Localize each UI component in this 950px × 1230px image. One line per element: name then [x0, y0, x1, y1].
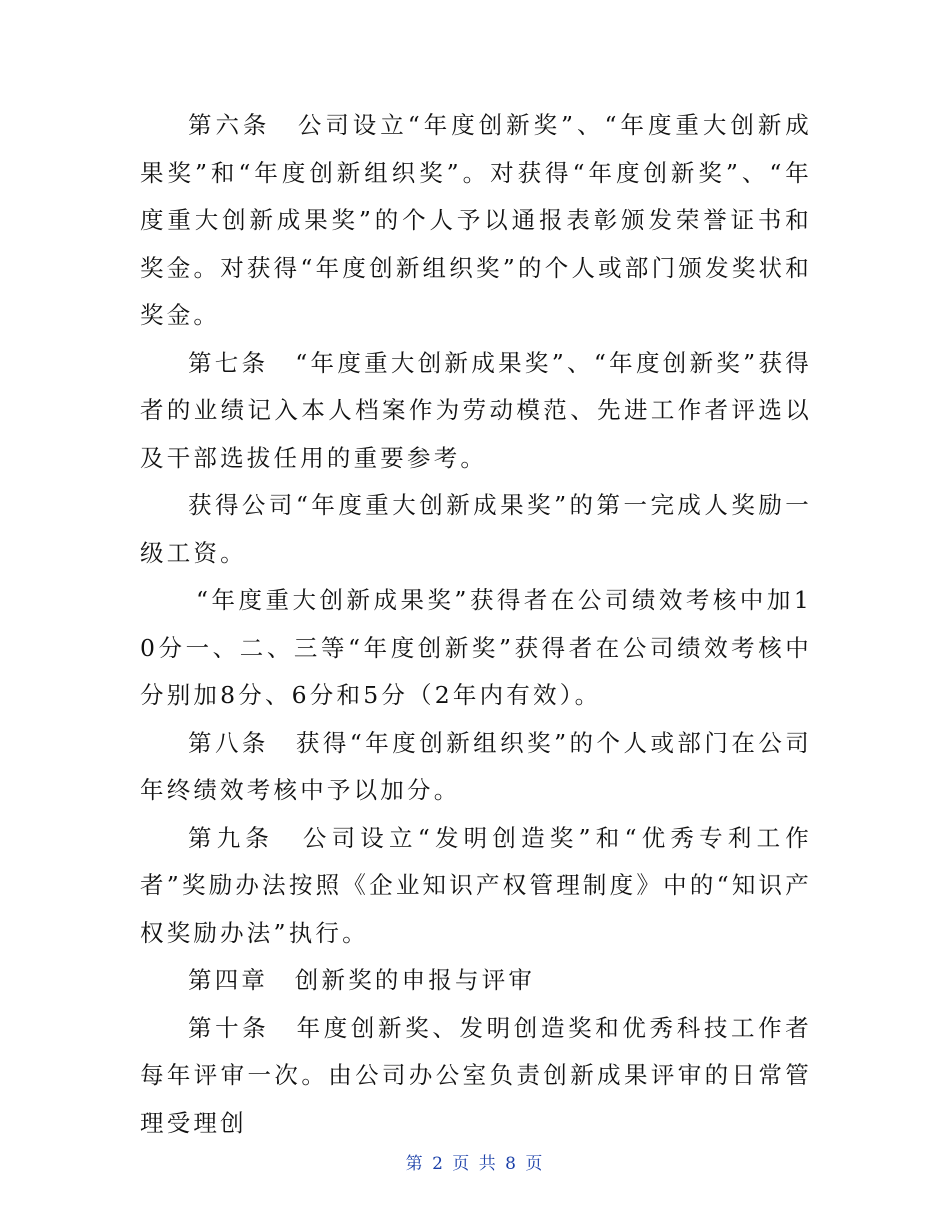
paragraph-article-9: 第九条 公司设立“发明创造奖”和“优秀专利工作者”奖励办法按照《企业知识产权管理制度》中的“知识产权奖励办法”执行。 — [140, 823, 812, 947]
paragraph-article-7: 第七条 “年度重大创新成果奖”、“年度创新奖”获得者的业绩记入本人档案作为劳动模范、先进工作者评选以及干部选拔任用的重要参考。 — [140, 348, 812, 472]
document-body — [140, 102, 812, 1147]
paragraph-performance-points: “年度重大创新成果奖”获得者在公司绩效考核中加10分一、二、三等“年度创新奖”获得者在公司绩效考核中分别加8分、6分和5分（2年内有效）。 — [140, 586, 812, 709]
paragraph-article-6: 第六条 公司设立“年度创新奖”、“年度重大创新成果奖”和“年度创新组织奖”。对获得“年度创新奖”、“年度重大创新成果奖”的个人予以通报表彰颁发荣誉证书和奖金。对获得“年度创新组织奖”的个人或部门颁发奖状和奖金。 — [140, 111, 812, 329]
paragraph-article-8: 第八条 获得“年度创新组织奖”的个人或部门在公司年终绩效考核中予以加分。 — [140, 728, 812, 804]
paragraph-first-finisher-reward: 获得公司“年度重大创新成果奖”的第一完成人奖励一级工资。 — [140, 491, 812, 567]
chapter-4-heading: 第四章 创新奖的申报与评审 — [188, 966, 536, 994]
paragraph-article-10: 第十条 年度创新奖、发明创造奖和优秀科技工作者每年评审一次。由公司办公室负责创新成果评审的日常管理受理创 — [140, 1013, 812, 1137]
page-number-footer: 第 2 页 共 8 页 — [405, 1154, 545, 1174]
